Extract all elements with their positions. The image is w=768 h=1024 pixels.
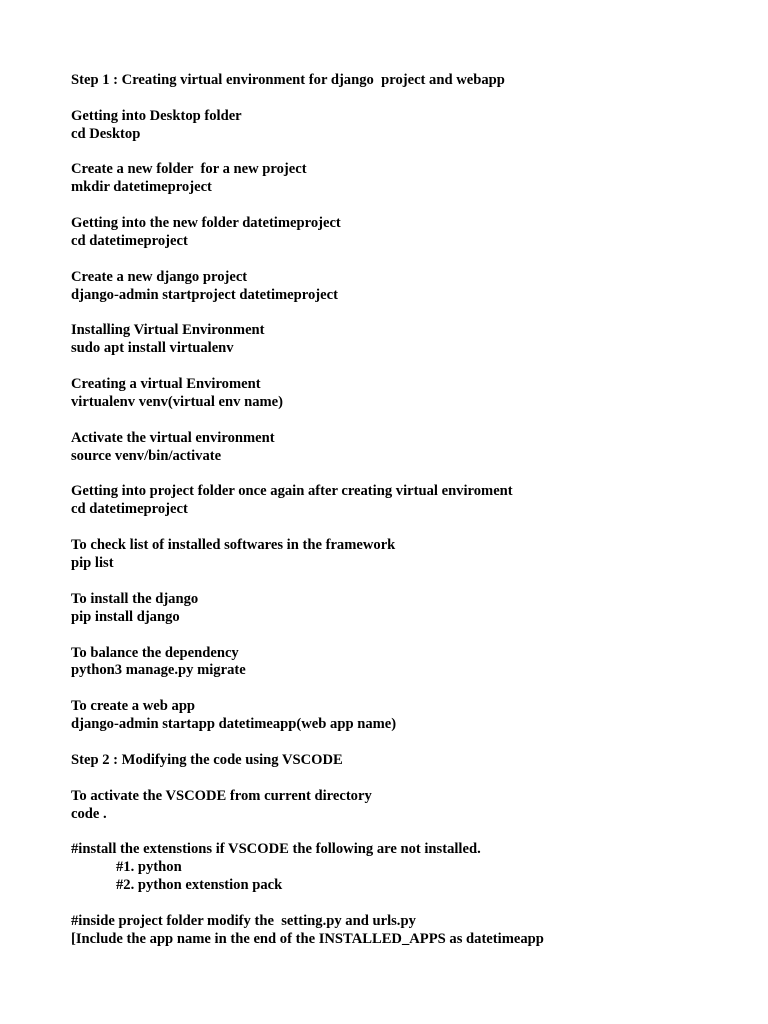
step-command: mkdir datetimeproject bbox=[71, 179, 212, 196]
document-page bbox=[71, 72, 731, 949]
step-command: source venv/bin/activate bbox=[71, 447, 222, 464]
step-command: python3 manage.py migrate bbox=[71, 662, 246, 679]
step-command: cd datetimeproject bbox=[71, 501, 188, 518]
extensions-note: #install the extenstions if VSCODE the following are not installed. bbox=[71, 841, 481, 858]
step-command: virtualenv venv(virtual env name) bbox=[71, 394, 283, 411]
step-description: Create a new django project bbox=[71, 268, 248, 285]
step-description: Getting into project folder once again after creating virtual enviroment bbox=[71, 483, 513, 500]
extension-item: #2. python extenstion pack bbox=[116, 877, 283, 894]
step-description: To check list of installed softwares in the framework bbox=[71, 537, 396, 554]
step-command: django-admin startapp datetimeapp(web app name) bbox=[71, 716, 397, 733]
step-command: django-admin startproject datetimeproject bbox=[71, 286, 338, 303]
vscode-description: To activate the VSCODE from current directory bbox=[71, 787, 372, 804]
step-description: To create a web app bbox=[71, 698, 196, 715]
step-command: sudo apt install virtualenv bbox=[71, 340, 234, 357]
step-command: cd Desktop bbox=[71, 125, 141, 142]
extension-item: #1. python bbox=[116, 859, 182, 876]
step2-heading: Step 2 : Modifying the code using VSCODE bbox=[71, 751, 343, 768]
step-description: Installing Virtual Environment bbox=[71, 322, 265, 339]
step-description: To install the django bbox=[71, 590, 199, 607]
vscode-command: code . bbox=[71, 805, 107, 822]
modify-note: #inside project folder modify the setting.py and urls.py bbox=[71, 912, 416, 929]
step-description: Getting into Desktop folder bbox=[71, 107, 242, 124]
step-description: Create a new folder for a new project bbox=[71, 161, 307, 178]
step-description: Activate the virtual environment bbox=[71, 429, 275, 446]
step1-heading: Step 1 : Creating virtual environment for django project and webapp bbox=[71, 72, 505, 88]
step-description: Creating a virtual Enviroment bbox=[71, 376, 261, 393]
step-description: To balance the dependency bbox=[71, 644, 239, 661]
step-command: cd datetimeproject bbox=[71, 233, 188, 250]
step-command: pip list bbox=[71, 555, 114, 572]
include-note: [Include the app name in the end of the INSTALLED_APPS as datetimeapp bbox=[71, 930, 544, 947]
step-command: pip install django bbox=[71, 608, 180, 625]
step-description: Getting into the new folder datetimeproject bbox=[71, 215, 341, 232]
